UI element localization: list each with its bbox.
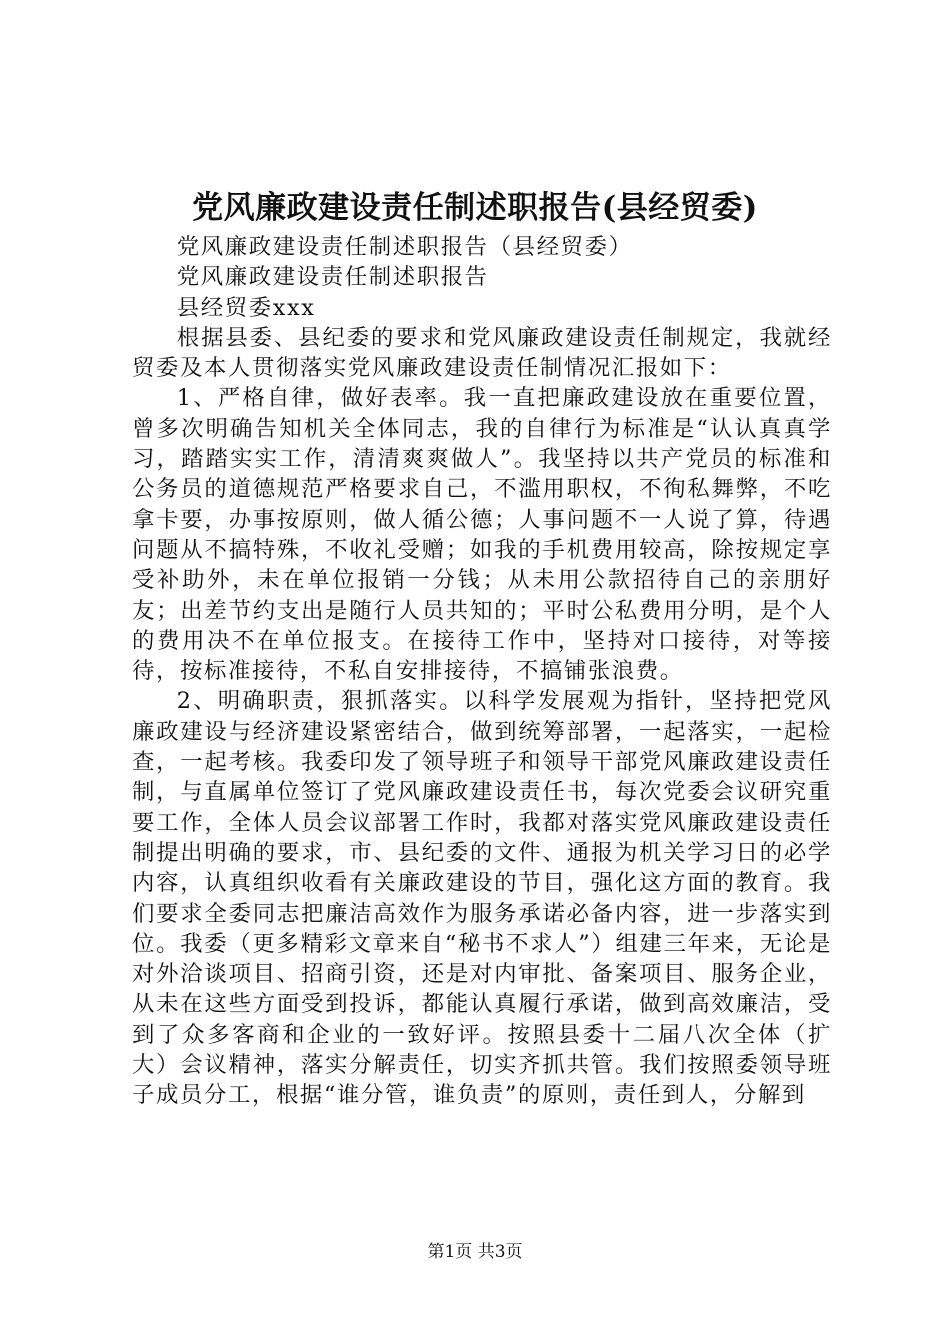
document-title: 党风廉政建设责任制述职报告(县经贸委) bbox=[192, 190, 758, 226]
author-line: 县经贸委xxx bbox=[176, 294, 316, 321]
section-2-paragraph: 2、明确职责，狠抓落实。以科学发展观为指针，坚持把党风廉政建设与经济建设紧密结合，做到统筹部署，一起落实，一起检查，一起考核。我委印发了领导班子和领导干部党风廉政建设责任制，与直属单位签订了党风廉政建设责任书，每次党委会议研究重要工作，全体人员会议部署工作时，我都对落实党风廉政建设责任制提出明确的要求，市、县纪委的文件、通报为机关学习日的必学内容，认真组织收看有关廉政建设的节目，强化这方面的教育。我们要求全委同志把廉洁高效作为服务承诺必备内容，进一步落实到位。我委（更多精彩文章来自“秘书不求人”）组建三年来，无论是对外洽谈项目、招商引资，还是对内审批、备案项目、服务企业，从未在这些方面受到投诉，都能认真履行承诺，做到高效廉洁，受到了众多客商和企业的一致好评。按照县委十二届八次全体（扩大）会议精神，落实分解责任，切实齐抓共管。我们按照委领导班子成员分工，根据“谁分管，谁负责”的原则，责任到人，分解到 bbox=[132, 688, 832, 1109]
page-number-footer: 第1页 共3页 bbox=[427, 1242, 523, 1262]
section-1-paragraph: 1、严格自律，做好表率。我一直把廉政建设放在重要位置，曾多次明确告知机关全体同志，我的自律行为标准是“认认真真学习，踏踏实实工作，清清爽爽做人”。我坚持以共产党员的标准和公务员的道德规范严格要求自己，不滥用职权，不徇私舞弊，不吃拿卡要，办事按原则，做人循公德；人事问题不一人说了算，待遇问题从不搞特殊，不收礼受赠；如我的手机费用较高，除按规定享受补助外，未在单位报销一分钱；从未用公款招待自己的亲朋好友；出差节约支出是随行人员共知的；平时公私费用分明，是个人的费用决不在单位报支。在接待工作中，坚持对口接待，对等接待，按标准接待，不私自安排接待，不搞铺张浪费。 bbox=[132, 385, 832, 685]
document-body bbox=[132, 232, 832, 1111]
intro-paragraph: 根据县委、县纪委的要求和党风廉政建设责任制规定，我就经贸委及本人贯彻落实党风廉政建设责任制情况汇报如下： bbox=[132, 324, 832, 382]
subtitle-line: 党风廉政建设责任制述职报告（县经贸委） bbox=[176, 234, 633, 260]
report-heading-line: 党风廉政建设责任制述职报告 bbox=[176, 264, 489, 291]
